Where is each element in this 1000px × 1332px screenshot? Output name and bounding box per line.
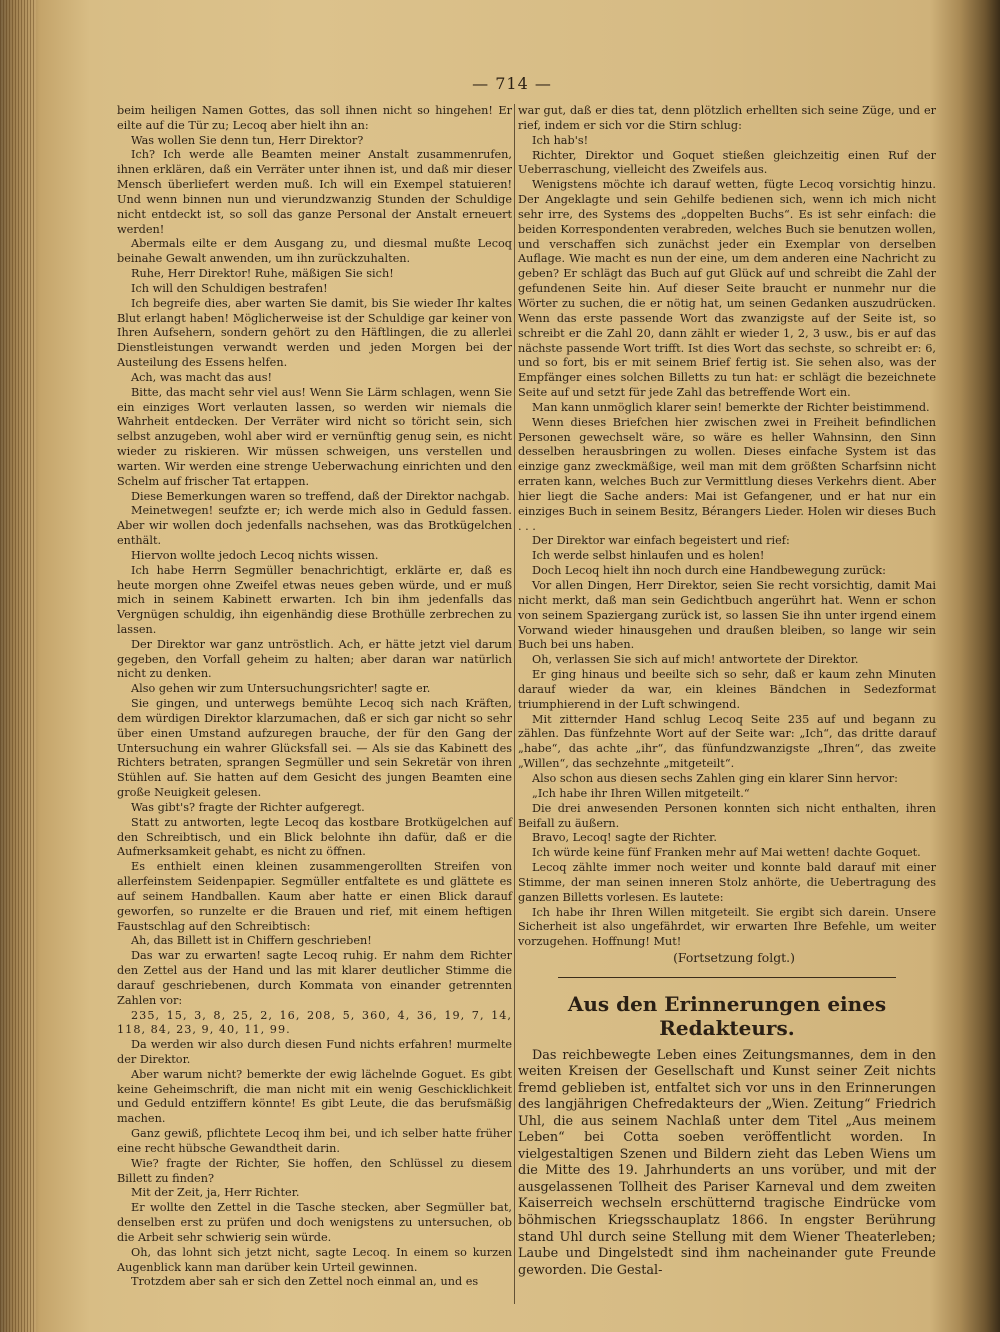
paragraph: war gut, daß er dies tat, denn plötzlich erhellten sich seine Züge, und er rief, indem er sich vor die Stirn schlug:: [518, 104, 936, 132]
paragraph: beim heiligen Namen Gottes, das soll ihnen nicht so hingehen! Er eilte auf die Tür zu; Lecoq aber hielt ihn an:: [117, 104, 512, 132]
page: [72, 40, 952, 1310]
paragraph: Da werden wir also durch diesen Fund nichts erfahren! murmelte der Direktor.: [117, 1038, 512, 1066]
paragraph: Das war zu erwarten! sagte Lecoq ruhig. Er nahm dem Richter den Zettel aus der Hand und las mit klarer deutlicher Stimme die darauf geschriebenen, durch Kommata von einander getrennten Zahlen vor:: [117, 949, 512, 1007]
paragraph: Die drei anwesenden Personen konnten sich nicht enthalten, ihren Beifall zu äußern.: [518, 801, 936, 830]
left-column: [117, 104, 512, 1290]
left-page-edges: [0, 0, 36, 1332]
paragraph: Der Direktor war ganz untröstlich. Ach, er hätte jetzt viel darum gegeben, den Vorfall geheim zu halten; aber daran war natürlich nicht zu denken.: [117, 637, 512, 681]
paragraph: Diese Bemerkungen waren so treffend, daß der Direktor nachgab.: [131, 489, 510, 503]
paragraph: Lecoq zählte immer noch weiter und konnte bald darauf mit einer Stimme, der man seinen inneren Stolz anhörte, die Uebertragung des ganzen Billetts vorlesen. Es lautete:: [518, 861, 936, 904]
section-divider: [558, 977, 896, 978]
paragraph: Was gibt's? fragte der Richter aufgeregt.: [131, 800, 365, 814]
article-paragraph: Das reichbewegte Leben eines Zeitungsmannes, dem in den weiten Kreisen der Gesellschaft und Kunst seiner Zeit nichts fremd geblieben ist, entfaltet sich vor uns in den Erinnerungen des langjährigen Chefredakteurs der „Wien. Zeitung“ Friedrich Uhl, die aus seinem Nachlaß unter dem Titel „Aus meinem Leben“ bei Cotta soeben veröffentlicht worden. In vielgestaltigen Szenen und Bildern zieht das Leben Wiens um die Mitte des 19. Jahrhunderts an uns vorüber, und mit der ausgelassenen Tollheit des Pariser Karneval und dem zweiten Kaiserreich wechseln erschütternd tragische Eindrücke vom böhmischen Kriegsschauplatz 1866. In engster Berührung stand Uhl durch seine Stellung mit dem Wiener Theaterleben; Laube und Dingelstedt sind ihm nacheinander gute Freunde geworden. Die Gestal-: [518, 1047, 936, 1278]
paragraph: Abermals eilte er dem Ausgang zu, und diesmal mußte Lecoq beinahe Gewalt anwenden, um ihn zurückzuhalten.: [117, 237, 512, 266]
paragraph: Trotzdem aber sah er sich den Zettel noch einmal an, und es: [131, 1275, 479, 1289]
paragraph: Bitte, das macht sehr viel aus! Wenn Sie Lärm schlagen, wenn Sie ein einziges Wort verlauten lassen, so werden wir niemals die Wahrheit entdecken. Der Verräter wird nicht so töricht sein, sich selbst anzugeben, wohl aber wird er vernünftig genug sein, es nicht wieder zu riskieren. Wir müssen schweigen, uns verstellen und warten. Wir werden eine strenge Ueberwachung einrichten und den Schelm auf frischer Tat ertappen.: [117, 385, 512, 488]
paragraph: Mit zitternder Hand schlug Lecoq Seite 235 auf und begann zu zählen. Das fünfzehnte Wort auf der Seite war: „Ich“, das dritte darauf „habe“, das achte „ihr“, das fünfundzwanzigste „Ihren“, das zweite „Willen“, das sechzehnte „mitgeteilt“.: [518, 712, 936, 771]
paragraph: Wenn dieses Briefchen hier zwischen zwei in Freiheit befindlichen Personen gewechselt wäre, so wäre es heller Wahnsinn, den Sinn desselben herausbringen zu wollen. Dieses einfache System ist das einzige ganz zweckmäßige, weil man mit dem größten Scharfsinn nicht erraten kann, welches Buch zur Vermittlung dieses Verkehrs dient. Aber hier liegt die Sache anders: Mai ist Gefangener, und er hat nur ein einziges Buch in seinem Besitz, Bérangers Lieder. Holen wir dieses Buch . . .: [518, 415, 936, 533]
paragraph: Statt zu antworten, legte Lecoq das kostbare Brotkügelchen auf den Schreibtisch, und ein Blick belohnte ihn dafür, daß er die Aufmerksamkeit gehabt, es nicht zu öffnen.: [117, 815, 512, 859]
paragraph: Ganz gewiß, pflichtete Lecoq ihm bei, und ich selber hatte früher eine recht hübsche Gewandtheit darin.: [117, 1127, 512, 1155]
paragraph: Meinetwegen! seufzte er; ich werde mich also in Geduld fassen. Aber wir wollen doch jedenfalls nachsehen, was das Brotkügelchen enthält.: [117, 504, 512, 548]
paragraph: Was wollen Sie denn tun, Herr Direktor?: [131, 133, 364, 147]
paragraph: Ruhe, Herr Direktor! Ruhe, mäßigen Sie sich!: [131, 267, 394, 281]
paragraph: Also schon aus diesen sechs Zahlen ging ein klarer Sinn hervor:: [532, 771, 898, 785]
paragraph: Ich habe ihr Ihren Willen mitgeteilt. Sie ergibt sich darein. Unsere Sicherheit ist also ungefährdet, wir erwarten Ihre Befehle, um weiter vorzugehen. Hoffnung! Mut!: [518, 905, 936, 949]
paragraph: Sie gingen, und unterwegs bemühte Lecoq sich nach Kräften, dem würdigen Direktor klarzumachen, daß er sich gar nicht so sehr über einen Umstand aufzuregen brauche, der für den Gang der Untersuchung ein wahrer Glücksfall sei. — Als sie das Kabinett des Richters betraten, sprangen Segmüller und sein Sekretär von ihren Stühlen auf. Sie hatten auf dem Gesicht des jungen Beamten eine große Neuigkeit gelesen.: [117, 697, 512, 800]
article-body: [518, 1048, 936, 1279]
right-column: [518, 104, 936, 1279]
paragraph: Ich? Ich werde alle Beamten meiner Anstalt zusammenrufen, ihnen erklären, daß ein Verräter unter ihnen ist, und daß mir dieser Mensch überliefert werden muß. Ich will ein Exempel statuieren! Und wenn binnen nun und vierundzwanzig Stunden der Schuldige nicht entdeckt ist, so soll das ganze Personal der Anstalt erneuert werden!: [117, 148, 512, 236]
article-title: Aus den Erinnerungen eines Redakteurs.: [567, 991, 887, 1040]
paragraph: Man kann unmöglich klarer sein! bemerkte der Richter beistimmend.: [532, 400, 930, 414]
paragraph: Doch Lecoq hielt ihn noch durch eine Handbewegung zurück:: [532, 564, 886, 578]
paragraph: Ich werde selbst hinlaufen und es holen!: [532, 549, 765, 563]
column-rule: [514, 104, 515, 1304]
paragraph: Oh, verlassen Sie sich auf mich! antwortete der Direktor.: [532, 653, 859, 667]
paragraph: Es enthielt einen kleinen zusammengerollten Streifen von allerfeinstem Seidenpapier. Segmüller entfaltete es und glättete es auf seinem Handballen. Kaum aber hatte er einen Blick darauf geworfen, so runzelte er die Brauen und rief, mit einem heftigen Faustschlag auf den Schreibtisch:: [117, 860, 512, 933]
paragraph: Ich würde keine fünf Franken mehr auf Mai wetten! dachte Goquet.: [532, 846, 921, 860]
paragraph: Ich habe Herrn Segmüller benachrichtigt, erklärte er, daß es heute morgen ohne Zweifel etwas neues geben würde, und er muß mich in seinem Kabinett erwarten. Ich bin ihm jedenfalls das Vergnügen schuldig, ihn eigenhändig diese Brothülle zerbrechen zu lassen.: [117, 563, 512, 636]
paragraph: „Ich habe ihr Ihren Willen mitgeteilt.“: [532, 786, 750, 800]
paragraph: Wenigstens möchte ich darauf wetten, fügte Lecoq vorsichtig hinzu. Der Angeklagte und sein Gehilfe bedienen sich, wenn ich mich nicht sehr irre, des Systems des „doppelten Buchs“. Es ist sehr einfach: die beiden Korrespondenten verabreden, welches Buch sie benutzen wollen, und verschaffen sich zunächst jeder ein Exemplar von derselben Auflage. Wie macht es nun der eine, um dem anderen eine Nachricht zu geben? Er schlägt das Buch auf gut Glück auf und schreibt die Zahl der gefundenen Seite hin. Auf dieser Seite braucht er nunmehr nur die Wörter zu suchen, die er nötig hat, um seinen Gedanken auszudrücken. Wenn das erste passende Wort das zwanzigste auf der Seite ist, so schreibt er die Zahl 20, dann zählt er wieder 1, 2, 3 usw., bis er auf das nächste passende Wort trifft. Ist dies Wort das sechste, so schreibt er: 6, und so fort, bis er mit seinem Brief fertig ist. Sie sehen also, was der Empfänger eines solchen Billetts zu tun hat: er schlägt die bezeichnete Seite auf und setzt für jede Zahl das betreffende Wort ein.: [518, 178, 936, 400]
paragraph: Aber warum nicht? bemerkte der ewig lächelnde Goguet. Es gibt keine Geheimschrift, die man nicht mit ein wenig Geschicklichkeit und Geduld entziffern könnte! Es gibt Leute, die das berufsmäßig machen.: [117, 1067, 512, 1126]
paragraph: Ich will den Schuldigen bestrafen!: [131, 281, 328, 295]
paragraph: Er wollte den Zettel in die Tasche stecken, aber Segmüller bat, denselben erst zu prüfen und doch wenigstens zu untersuchen, ob die Arbeit sehr schwierig sein würde.: [117, 1201, 512, 1244]
paragraph: Vor allen Dingen, Herr Direktor, seien Sie recht vorsichtig, damit Mai nicht merkt, daß man sein Gedichtbuch angerührt hat. Wenn er schon von seinem Spaziergang zurück ist, so lassen Sie ihn unter irgend einem Vorwand wieder hinausgehen und draußen bleiben, so lange wir sein Buch bei uns haben.: [518, 579, 936, 652]
paragraph: Er ging hinaus und beeilte sich so sehr, daß er kaum zehn Minuten darauf wieder da war, ein kleines Bändchen in Sedezformat triumphierend in der Luft schwingend.: [518, 668, 936, 711]
paragraph: Mit der Zeit, ja, Herr Richter.: [131, 1186, 300, 1200]
paragraph: Ich hab's!: [532, 133, 589, 147]
paragraph: Also gehen wir zum Untersuchungsrichter! sagte er.: [131, 682, 431, 696]
paragraph: Bravo, Lecoq! sagte der Richter.: [532, 831, 717, 845]
paragraph: Der Direktor war einfach begeistert und rief:: [532, 534, 790, 548]
paragraph: Ich begreife dies, aber warten Sie damit, bis Sie wieder Ihr kaltes Blut erlangt haben! Möglicherweise ist der Schuldige gar keiner von Ihren Aufsehern, sondern gehört zu den Häftlingen, die zu allerlei Dienstleistungen verwandt werden und jeden Morgen bei der Austeilung des Essens helfen.: [117, 296, 512, 370]
paragraph: Wie? fragte der Richter, Sie hoffen, den Schlüssel zu diesem Billett zu finden?: [117, 1156, 512, 1185]
continuation-note: (Fortsetzung folgt.): [673, 950, 795, 966]
serial-story-continued: [518, 104, 936, 950]
paragraph: Richter, Direktor und Goquet stießen gleichzeitig einen Ruf der Ueberraschung, vielleicht des Zweifels aus.: [518, 148, 936, 177]
paragraph: Ach, was macht das aus!: [131, 370, 273, 384]
paragraph: Hiervon wollte jedoch Lecoq nichts wissen.: [131, 548, 379, 562]
paragraph: Oh, das lohnt sich jetzt nicht, sagte Lecoq. In einem so kurzen Augenblick kann man darüber kein Urteil gewinnen.: [117, 1245, 512, 1274]
paragraph: Ah, das Billett ist in Chiffern geschrieben!: [131, 934, 372, 948]
page-number: — 714 —: [472, 74, 552, 93]
cipher-numbers: 235, 15, 3, 8, 25, 2, 16, 208, 5, 360, 4, 36, 19, 7, 14, 118, 84, 23, 9, 40, 11, 99.: [117, 1008, 512, 1037]
